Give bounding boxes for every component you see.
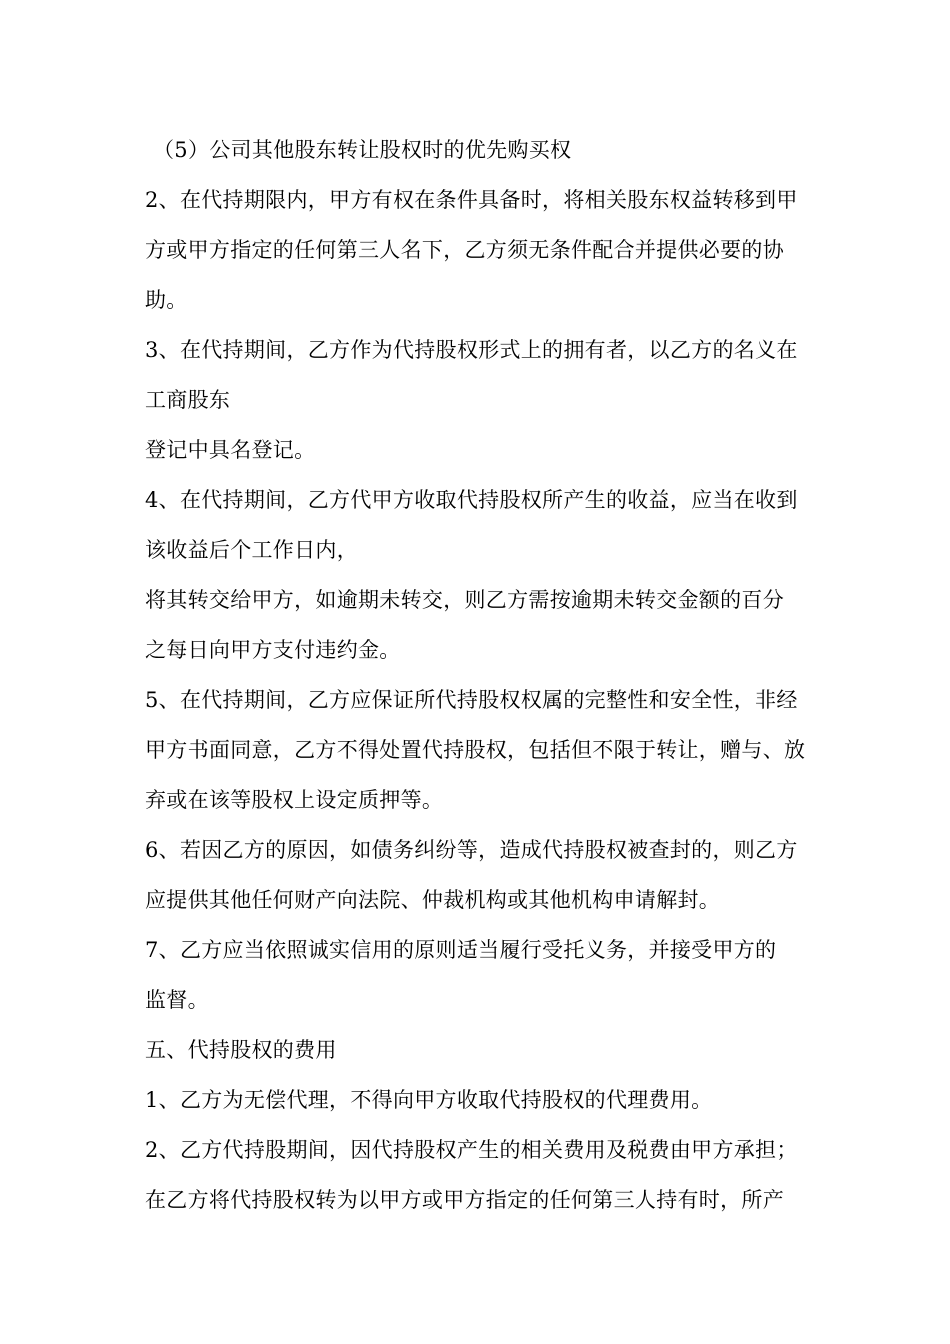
text-line: 1、乙方为无偿代理，不得向甲方收取代持股权的代理费用。 — [145, 1088, 713, 1112]
section-heading: 五、代持股权的费用 — [145, 1038, 337, 1062]
text-line: 7、乙方应当依照诚实信用的原则适当履行受托义务，并接受甲方的 — [145, 938, 777, 962]
text-line: 将其转交给甲方，如逾期未转交，则乙方需按逾期未转交金额的百分 — [145, 588, 784, 612]
text-line: 6、若因乙方的原因，如债务纠纷等，造成代持股权被查封的，则乙方 — [145, 838, 798, 862]
text-line: 之每日向甲方支付违约金。 — [145, 638, 401, 662]
text-line: 在乙方将代持股权转为以甲方或甲方指定的任何第三人持有时，所产 — [145, 1188, 784, 1212]
text-line: 弃或在该等股权上设定质押等。 — [145, 788, 444, 812]
text-line: 监督。 — [145, 988, 209, 1012]
text-line: 应提供其他任何财产向法院、仲裁机构或其他机构申请解封。 — [145, 888, 721, 912]
text-line: 甲方书面同意，乙方不得处置代持股权，包括但不限于转让，赠与、放 — [145, 738, 806, 762]
text-line: 4、在代持期间，乙方代甲方收取代持股权所产生的收益，应当在收到 — [145, 488, 798, 512]
text-line: 3、在代持期间，乙方作为代持股权形式上的拥有者，以乙方的名义在 — [145, 338, 798, 362]
text-line: 2、乙方代持股期间，因代持股权产生的相关费用及税费由甲方承担； — [145, 1138, 798, 1162]
text-line: 5、在代持期间，乙方应保证所代持股权权属的完整性和安全性，非经 — [145, 688, 798, 712]
text-line: 该收益后个工作日内， — [145, 538, 358, 562]
text-line: 方或甲方指定的任何第三人名下，乙方须无条件配合并提供必要的协 — [145, 238, 784, 262]
text-line: 登记中具名登记。 — [145, 438, 316, 462]
text-line: 工商股东 — [145, 388, 231, 412]
text-line: （5）公司其他股东转让股权时的优先购买权 — [153, 138, 572, 162]
text-line: 2、在代持期限内，甲方有权在条件具备时，将相关股东权益转移到甲 — [145, 188, 798, 212]
text-line: 助。 — [145, 288, 188, 312]
